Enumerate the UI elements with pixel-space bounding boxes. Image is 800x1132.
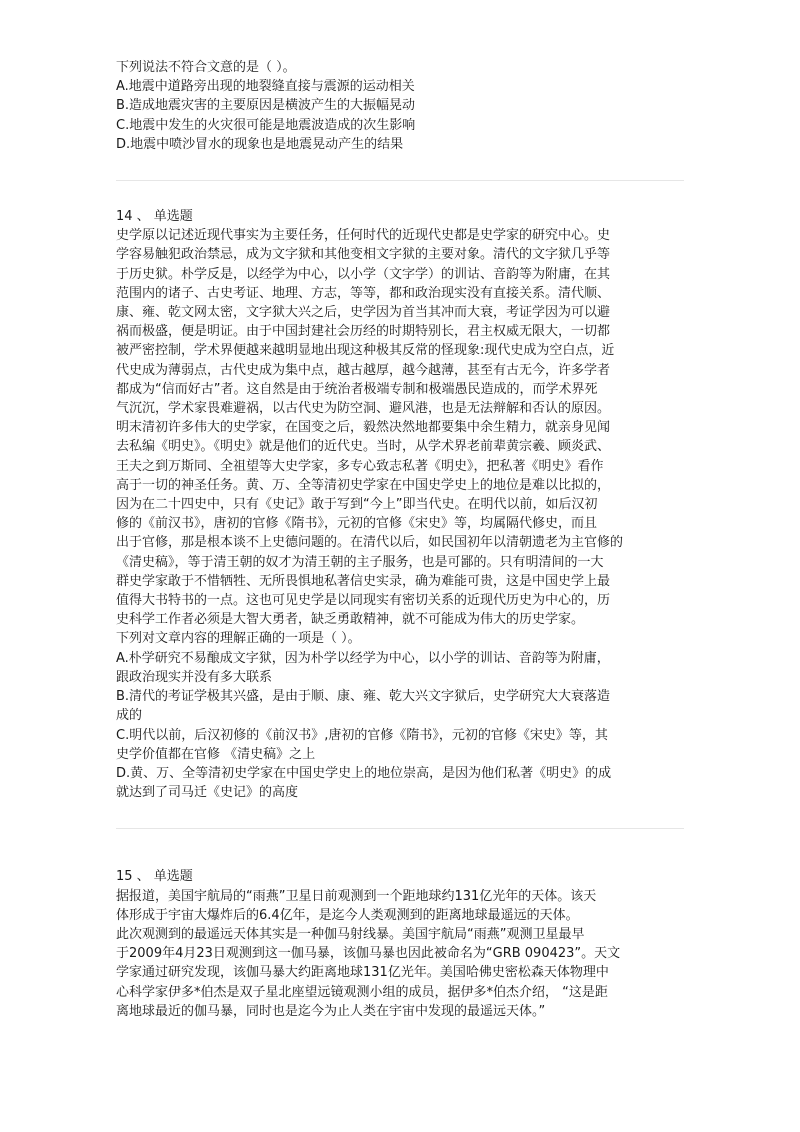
passage-line: 《清史稿》，等于清王朝的奴才为清王朝的主子服务，也是可鄙的。只有明清间的一大 <box>116 554 604 570</box>
question-13-option-c: C.地震中发生的火灾很可能是地震波造成的次生影响 <box>116 117 416 133</box>
passage-line: 于历史狱。朴学反是，以经学为中心，以小学（文字学）的训诂、音韵等为附庸，在其 <box>116 266 611 282</box>
option-line: 史学价值都在官修 《清史稿》之上 <box>116 746 316 762</box>
passage-line: 于2009年4月23日观测到这一伽马暴，该伽马暴也因此被命名为“GRB 090423”。天文 <box>116 946 621 962</box>
option-line: D.黄、万、全等清初史学家在中国史学史上的地位崇高，是因为他们私著《明史》的成 <box>116 765 612 781</box>
passage-line: 高于一切的神圣任务。黄、万、全等清初史学家在中国史学史上的地位是难以比拟的， <box>116 477 611 493</box>
passage-line: 离地球最近的伽马暴，同时也是迄今为止人类在宇宙中发现的最遥远天体。” <box>116 1003 546 1019</box>
passage-line: 明末清初许多伟大的史学家，在国变之后，毅然决然地都要集中余生精力，就亲身见闻 <box>116 420 611 436</box>
passage-line: 学家通过研究发现，该伽马暴大约距离地球131亿光年。美国哈佛史密松森天体物理中 <box>116 965 609 981</box>
question-14-prompt: 下列对文章内容的理解正确的一项是（ ）。 <box>116 631 361 647</box>
passage-line: 史学原以记述近现代事实为主要任务，任何时代的近现代史都是史学家的研究中心。史 <box>116 228 611 244</box>
passage-line: 王夫之到万斯同、全祖望等大史学家，多专心致志私著《明史》，把私著《明史》看作 <box>116 458 604 474</box>
option-line: B.清代的考证学极其兴盛，是由于顺、康、雍、乾大兴文字狱后，史学研究大大衰落造 <box>116 689 611 705</box>
passage-line: 此次观测到的最遥远天体其实是一种伽马射线暴。美国宇航局“雨燕”观测卫星最早 <box>116 926 585 942</box>
option-line: 就达到了司马迁《史记》的高度 <box>116 785 299 801</box>
passage-line: 学容易触犯政治禁忌，成为文字狱和其他变相文字狱的主要对象。清代的文字狱几乎等 <box>116 247 611 263</box>
question-15-header: 15 、 单选题 <box>116 869 193 885</box>
passage-line: 值得大书特书的一点。这也可见史学是以同现实有密切关系的近现代历史为中心的，历 <box>116 593 611 609</box>
passage-line: 祸而极盛，便是明证。由于中国封建社会历经的时期特别长，君主权威无限大，一切都 <box>116 324 611 340</box>
passage-line: 范围内的诸子、古史考证、地理、方志，等等，都和政治现实没有直接关系。清代顺、 <box>116 285 611 301</box>
question-14-options <box>116 649 684 803</box>
question-14 <box>116 207 684 802</box>
passage-line: 体形成于宇宙大爆炸后的6.4亿年，是迄今人类观测到的距离地球最遥远的天体。 <box>116 907 579 923</box>
question-15-passage <box>116 887 684 1021</box>
passage-line: 代史成为薄弱点，古代史成为集中点，越古越厚，越今越薄，甚至有古无今，许多学者 <box>116 362 611 378</box>
question-13-tail <box>116 58 684 154</box>
passage-line: 去私编《明史》。《明史》就是他们的近代史。当时，从学术界老前辈黄宗羲、顾炎武、 <box>116 439 611 455</box>
passage-line: 都成为“信而好古”者。这自然是由于统治者极端专制和极端愚民造成的，而学术界死 <box>116 381 598 397</box>
question-13-option-a: A.地震中道路旁出现的地裂缝直接与震源的运动相关 <box>116 79 415 95</box>
question-14-passage <box>116 226 684 629</box>
passage-line: 据报道，美国宇航局的“雨燕”卫星日前观测到一个距地球约131亿光年的天体。该天 <box>116 888 597 904</box>
passage-line: 被严密控制，学术界便越来越明显地出现这种极其反常的怪现象:现代史成为空白点，近 <box>116 343 615 359</box>
option-line: A.朴学研究不易酿成文字狱，因为朴学以经学为中心，以小学的训诂、音韵等为附庸， <box>116 650 610 666</box>
passage-line: 因为在二十四史中，只有《史记》敢于写到“今上”即当代史。在明代以前，如后汉初 <box>116 497 598 513</box>
passage-line: 修的《前汉书》，唐初的官修《隋书》，元初的官修《宋史》等，均属隔代修史，而且 <box>116 516 598 532</box>
passage-line: 群史学家敢于不惜牺牲、无所畏惧地私著信史实录，确为难能可贵，这是中国史学上最 <box>116 573 611 589</box>
passage-line: 出于官修，那是根本谈不上史德问题的。在清代以后，如民国初年以清朝遗老为主官修的 <box>116 535 624 551</box>
question-14-header: 14 、 单选题 <box>116 209 193 225</box>
question-13-prompt: 下列说法不符合文意的是（ ）。 <box>116 60 296 75</box>
passage-line: 史科学工作者必须是大智大勇者，缺乏勇敢精神，就不可能成为伟大的历史学家。 <box>116 612 585 628</box>
question-13-option-d: D.地震中喷沙冒水的现象也是地震晃动产生的结果 <box>116 136 404 152</box>
question-15 <box>116 867 684 1021</box>
passage-line: 心科学家伊多*伯杰是双子星北座望远镜观测小组的成员，据伊多*伯杰介绍， “这是距 <box>116 984 608 1000</box>
passage-line: 康、雍、乾文网太密，文字狱大兴之后，史学因为首当其冲而大衰，考证学因为可以避 <box>116 305 611 321</box>
option-line: 成的 <box>116 708 143 724</box>
question-13-option-b: B.造成地震灾害的主要原因是横波产生的大振幅晃动 <box>116 98 416 114</box>
passage-line: 气沉沉，学术家畏难避祸，以古代史为防空洞、避风港，也是无法辩解和否认的原因。 <box>116 401 611 417</box>
option-line: C.明代以前，后汉初修的《前汉书》,唐初的官修《隋书》，元初的官修《宋史》等，其 <box>116 727 608 743</box>
document-page <box>116 58 684 1021</box>
option-line: 跟政治现实并没有多大联系 <box>116 669 273 685</box>
